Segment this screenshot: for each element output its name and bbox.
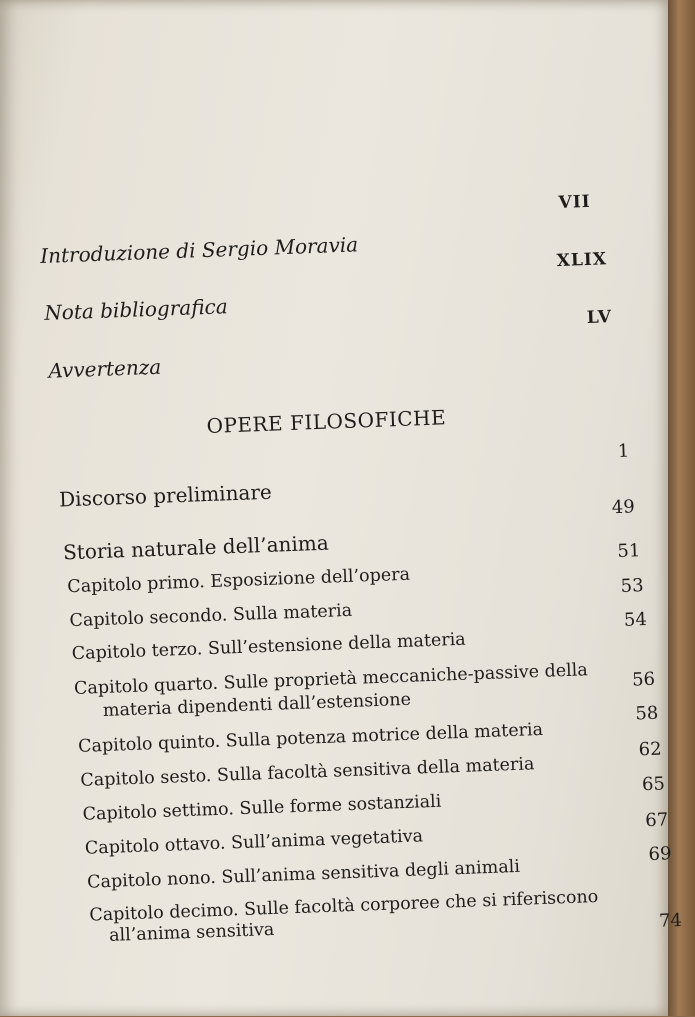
- chapter-title: Capitolo primo. Esposizione dell’opera: [67, 564, 411, 598]
- toc-entry-title: Nota bibliografica: [43, 294, 229, 325]
- toc-entry-page: XLIX: [556, 249, 608, 272]
- chapter-page: 58: [635, 702, 659, 725]
- toc-entry-page: VII: [558, 191, 592, 213]
- chapter-title: Capitolo quarto. Sulle proprietà meccaniche-passive della: [73, 660, 589, 700]
- toc-entry-title: Introduzione di Sergio Moravia: [39, 232, 359, 268]
- chapter-page: 56: [631, 668, 656, 691]
- chapter-title-continued: materia dipendenti dall’estensione: [102, 689, 412, 721]
- chapter-title: Capitolo terzo. Sull’estensione della materia: [71, 629, 467, 665]
- chapter-page: 62: [638, 738, 662, 761]
- chapter-page: 74: [658, 909, 683, 932]
- toc-entry-title: Avvertenza: [47, 354, 162, 383]
- chapter-title-continued: all’anima sensitiva: [108, 919, 275, 946]
- chapter-page: 67: [644, 809, 669, 832]
- chapter-title: Capitolo sesto. Sulla facoltà sensitiva della materia: [80, 754, 535, 791]
- toc-entry-page: 49: [611, 496, 636, 519]
- chapter-page: 54: [623, 609, 648, 631]
- chapter-page: 65: [641, 773, 666, 796]
- chapter-title: Capitolo settimo. Sulle forme sostanziali: [82, 791, 442, 825]
- toc-entry-page: 1: [617, 440, 630, 462]
- toc-entry-title: Discorso preliminare: [58, 479, 273, 512]
- chapter-title: Capitolo decimo. Sulle facoltà corporee che si riferiscono: [89, 886, 599, 926]
- chapter-page: 69: [648, 843, 672, 866]
- section-heading: OPERE FILOSOFICHE: [206, 405, 447, 439]
- chapter-page: 53: [620, 575, 644, 597]
- chapter-title: Capitolo ottavo. Sull’anima vegetativa: [84, 826, 424, 859]
- toc-entry-title: Storia naturale dell’anima: [62, 530, 330, 565]
- chapter-title: Capitolo nono. Sull’anima sensitiva degli animali: [86, 856, 521, 893]
- chapter-page: 51: [617, 540, 641, 563]
- chapter-title: Capitolo quinto. Sulla potenza motrice della materia: [77, 719, 544, 757]
- toc-entry-avvertenza: [4, 336, 672, 383]
- chapter-title: Capitolo secondo. Sulla materia: [69, 600, 353, 632]
- toc-entry-page: LV: [586, 307, 613, 328]
